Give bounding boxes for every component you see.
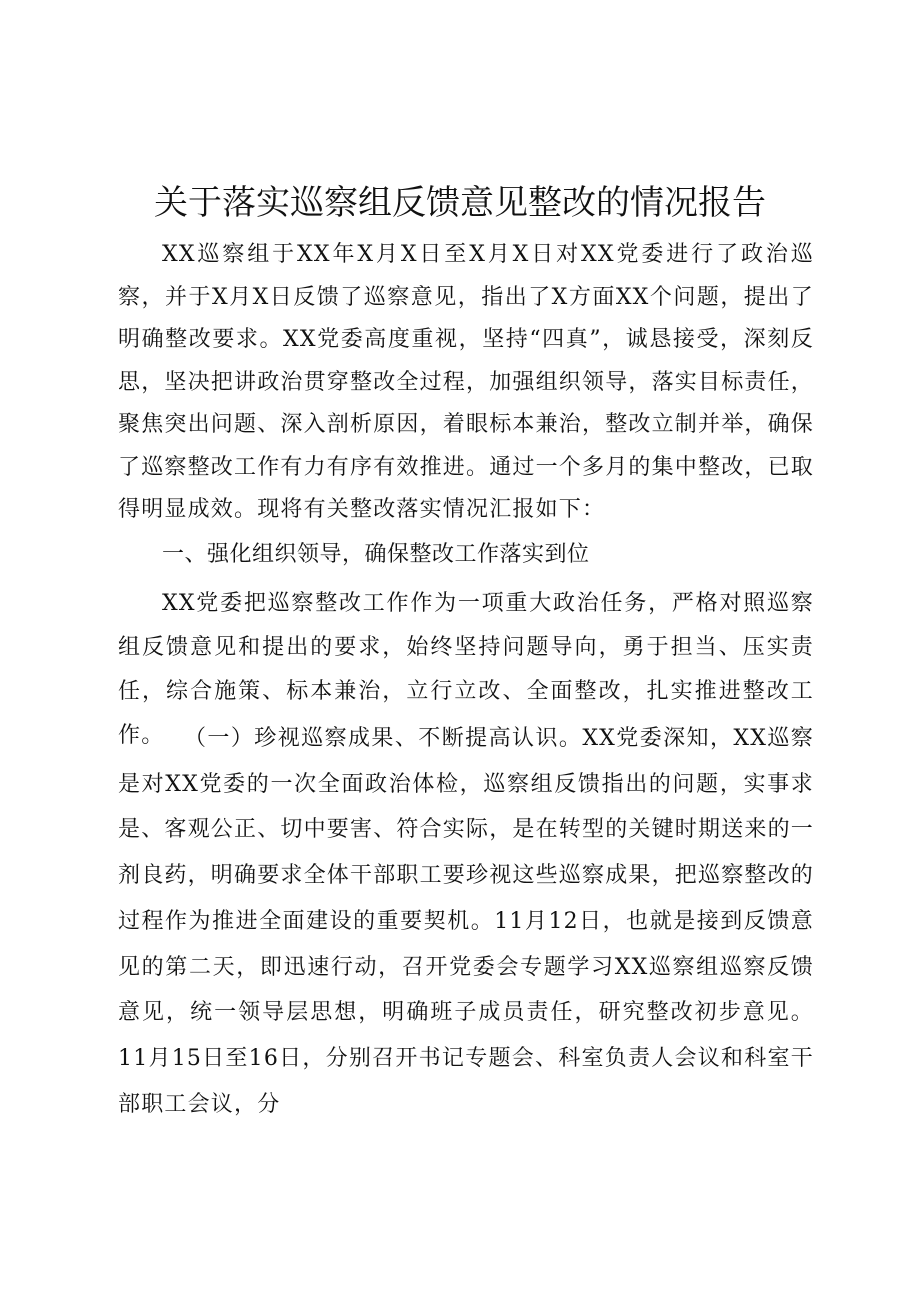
section-paragraph: XX党委把巡察整改工作作为一项重大政治任务，严格对照巡察组反馈意见和提出的要求，始终坚持问题导向，勇于担当、压实责任，综合施策、标本兼治，立行立改、全面整改，扎实推进整改工作。 bbox=[118, 591, 814, 748]
document-title: 关于落实巡察组反馈意见整改的情况报告 bbox=[154, 183, 766, 223]
subsection-paragraph bbox=[118, 716, 814, 1127]
subsection-heading: （一）珍视巡察成果、不断提高认识。 bbox=[184, 726, 583, 751]
section-heading: 一、强化组织领导，确保整改工作落实到位 bbox=[162, 542, 590, 567]
subsection-body: XX党委深知，XX巡察是对XX党委的一次全面政治体检，巡察组反馈指出的问题，实事求是、客观公正、切中要害、符合实际，是在转型的关键时期送来的一剂良药，明确要求全体干部职工要珍视这些巡察成果，把巡察整改的过程作为推进全面建设的重要契机。11月12日，也就是接到反馈意见的第二天，即迅速行动，召开党委会专题学习XX巡察组巡察反馈意见，统一领导层思想，明确班子成员责任，研究整改初步意见。11月15日至16日，分别召开书记专题会、科室负责人会议和科室干部职工会议，分 bbox=[118, 726, 815, 1117]
intro-paragraph: XX巡察组于XX年X月X日至X月X日对XX党委进行了政治巡察，并于X月X日反馈了巡察意见，指出了X方面XX个问题，提出了明确整改要求。XX党委高度重视，坚持“四真”，诚恳接受，深刻反思，坚决把讲政治贯穿整改全过程，加强组织领导，落实目标责任，聚焦突出问题、深入剖析原因，着眼标本兼治，整改立制并举，确保了巡察整改工作有力有序有效推进。通过一个多月的集中整改，已取得明显成效。现将有关整改落实情况汇报如下： bbox=[118, 242, 815, 522]
